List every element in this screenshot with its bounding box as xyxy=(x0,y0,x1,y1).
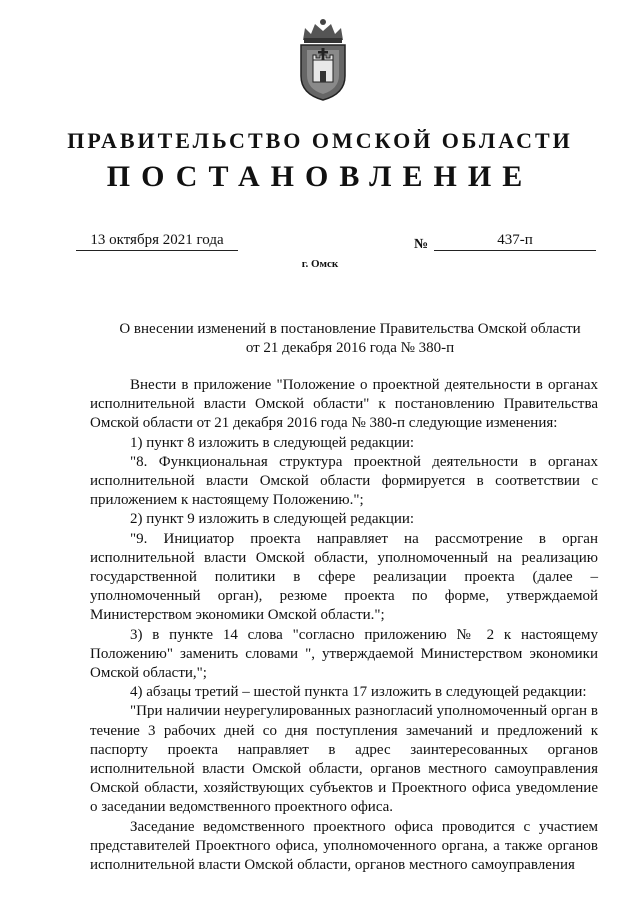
body-paragraph: Заседание ведомственного проектного офиса проводится с участием представителей Проектного офиса, уполномоченного органа, а также органов исполнительной власти Омской области, органов местного самоуправления xyxy=(90,818,598,874)
body-paragraph: "9. Инициатор проекта направляет на рассмотрение в орган исполнительной власти Омской области, уполномоченный на реализацию государственной политики в сфере реализации проекта (далее – уполномоченный орган), резюме проекта по форме, утверждаемой Министерством экономики Омской области."; xyxy=(90,530,598,624)
document-number: 437-п xyxy=(434,232,596,251)
omsk-coat-of-arms-icon xyxy=(293,18,353,102)
title-line: от 21 декабря 2016 года № 380-п xyxy=(245,340,455,356)
body-paragraph: "При наличии неурегулированных разногласий уполномоченный орган в течение 3 рабочих дней со дня поступления замечаний и предложений к паспорту проекта направляет в адрес заинтересованных органов исполнительной власти Омской области, органов местного самоуправления Омской области, хозяйствующих субъектов и Проектного офиса уведомление о заседании ведомственного проектного офиса. xyxy=(90,703,598,816)
body-paragraph: Внести в приложение "Положение о проектной деятельности в органах исполнительной власти Омской области" к постановлению Правительства Омской области от 21 декабря 2016 года № 380-п следующие изменения: xyxy=(90,377,598,432)
body-paragraph: 1) пункт 8 изложить в следующей редакции: xyxy=(130,434,415,451)
body-paragraph: 4) абзацы третий – шестой пункта 17 изложить в следующей редакции: xyxy=(130,684,587,701)
document-date: 13 октября 2021 года xyxy=(76,232,238,251)
document-title xyxy=(90,320,610,358)
city: г. Омск xyxy=(301,258,339,270)
organization-name: ПРАВИТЕЛЬСТВО ОМСКОЙ ОБЛАСТИ xyxy=(67,128,573,153)
title-line: О внесении изменений в постановление Правительства Омской области xyxy=(119,321,581,337)
document-type: ПОСТАНОВЛЕНИЕ xyxy=(106,160,534,193)
body-paragraph: 2) пункт 9 изложить в следующей редакции: xyxy=(130,511,415,528)
number-sign: № xyxy=(414,237,429,252)
body-paragraph: 3) в пункте 14 слова "согласно приложению № 2 к настоящему Положению" заменить словами ", утверждаемой Министерством экономики Омской области,"; xyxy=(90,626,598,682)
body-paragraph: "8. Функциональная структура проектной деятельности в органах исполнительной власти Омской области формируется в соответствии с приложением к настоящему Положению."; xyxy=(90,453,598,509)
document-body xyxy=(90,376,598,875)
